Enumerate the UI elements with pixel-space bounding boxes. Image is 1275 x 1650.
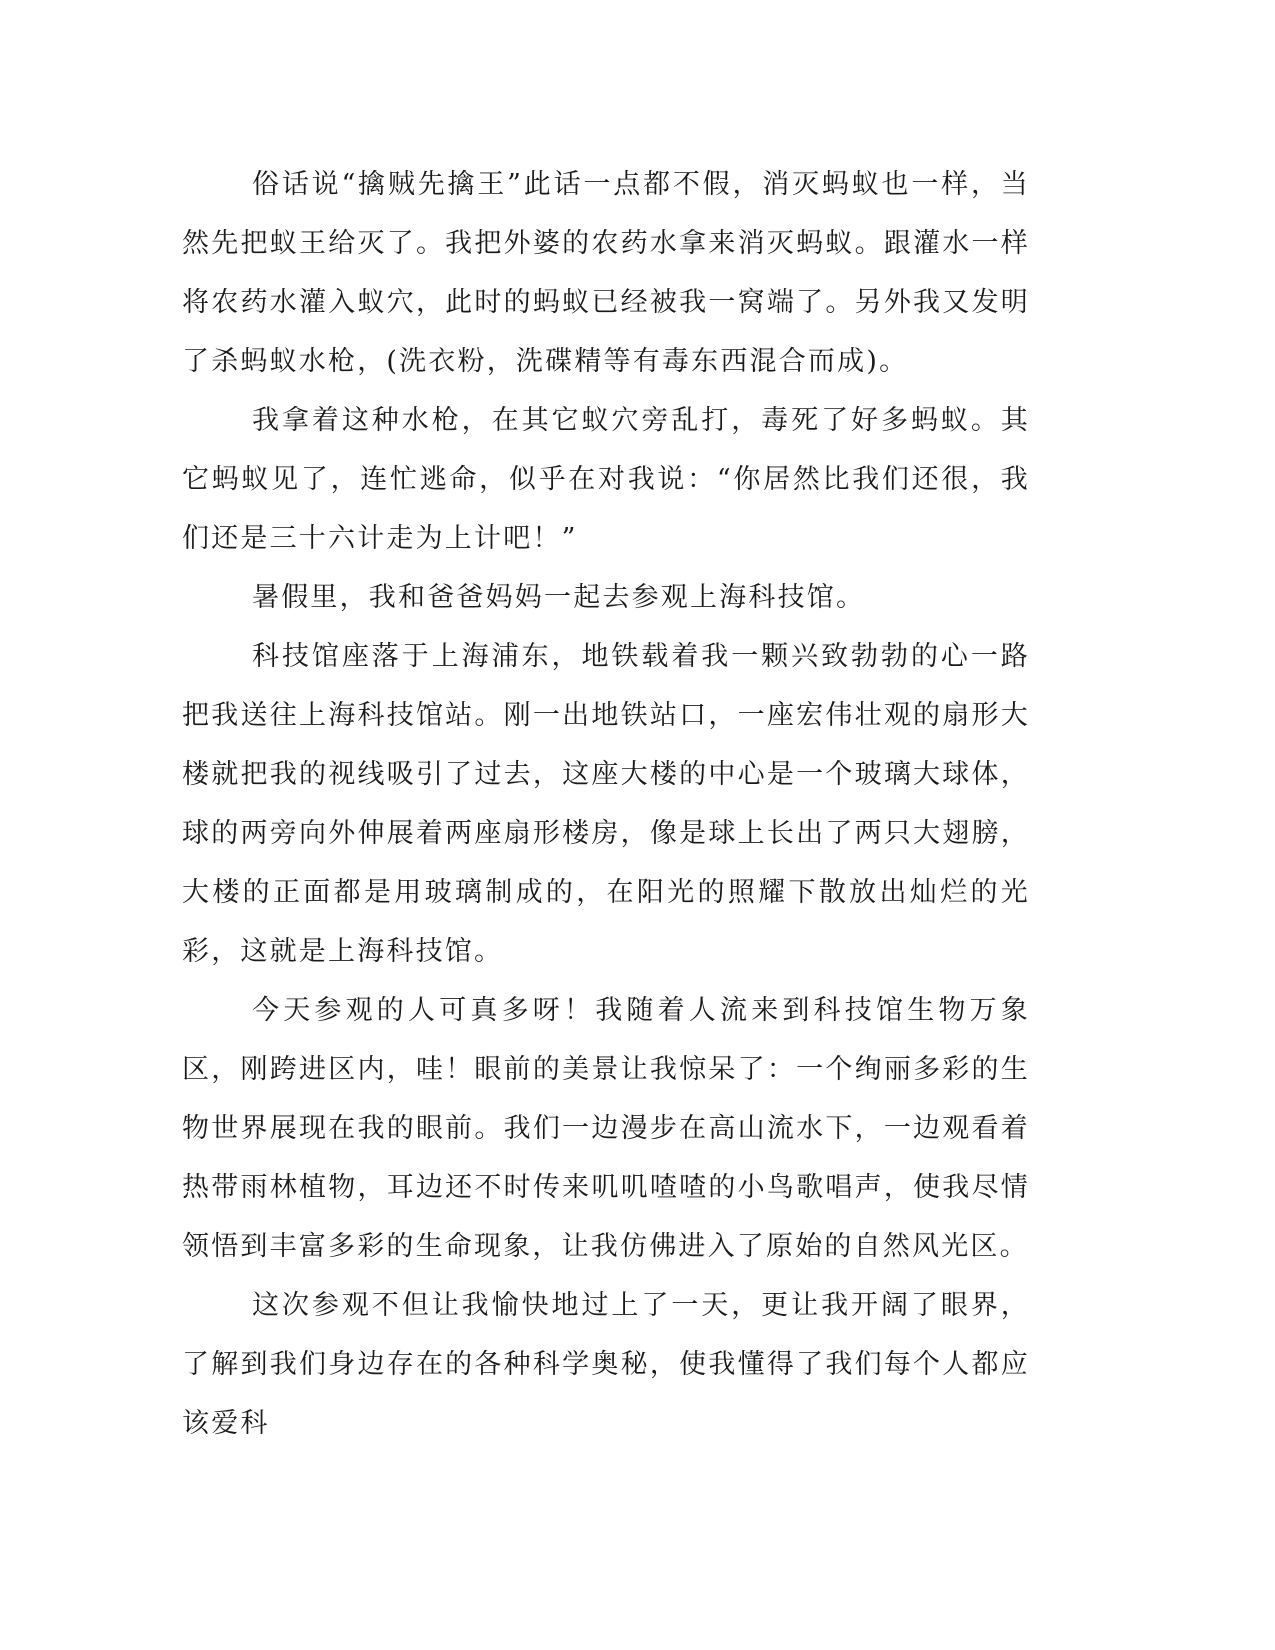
paragraph-6: 这次参观不但让我愉快地过上了一天，更让我开阔了眼界，了解到我们身边存在的各种科学奥秘，使我懂得了我们每个人都应该爱科 <box>182 1290 1030 1439</box>
paragraph-3: 暑假里，我和爸爸妈妈一起去参观上海科技馆。 <box>252 582 866 613</box>
paragraph-4: 科技馆座落于上海浦东，地铁载着我一颗兴致勃勃的心一路把我送往上海科技馆站。刚一出地铁站口，一座宏伟壮观的扇形大楼就把我的视线吸引了过去，这座大楼的中心是一个玻璃大球体，球的两旁向外伸展着两座扇形楼房，像是球上长出了两只大翅膀，大楼的正面都是用玻璃制成的，在阳光的照耀下散放出灿烂的光彩，这就是上海科技馆。 <box>182 641 1030 967</box>
text-body <box>182 155 1030 1453</box>
paragraph-2: 我拿着这种水枪，在其它蚁穴旁乱打，毒死了好多蚂蚁。其它蚂蚁见了，连忙逃命，似乎在对我说：“你居然比我们还很，我们还是三十六计走为上计吧！” <box>182 405 1030 554</box>
paragraph-1: 俗话说“擒贼先擒王”此话一点都不假，消灭蚂蚁也一样，当然先把蚁王给灭了。我把外婆的农药水拿来消灭蚂蚁。跟灌水一样将农药水灌入蚁穴，此时的蚂蚁已经被我一窝端了。另外我又发明了杀蚂蚁水枪，(洗衣粉，洗碟精等有毒东西混合而成)。 <box>182 169 1030 377</box>
paragraph-5: 今天参观的人可真多呀！我随着人流来到科技馆生物万象区，刚跨进区内，哇！眼前的美景让我惊呆了：一个绚丽多彩的生物世界展现在我的眼前。我们一边漫步在高山流水下，一边观看着热带雨林植物，耳边还不时传来叽叽喳喳的小鸟歌唱声，使我尽情领悟到丰富多彩的生命现象，让我仿佛进入了原始的自然风光区。 <box>182 995 1030 1262</box>
